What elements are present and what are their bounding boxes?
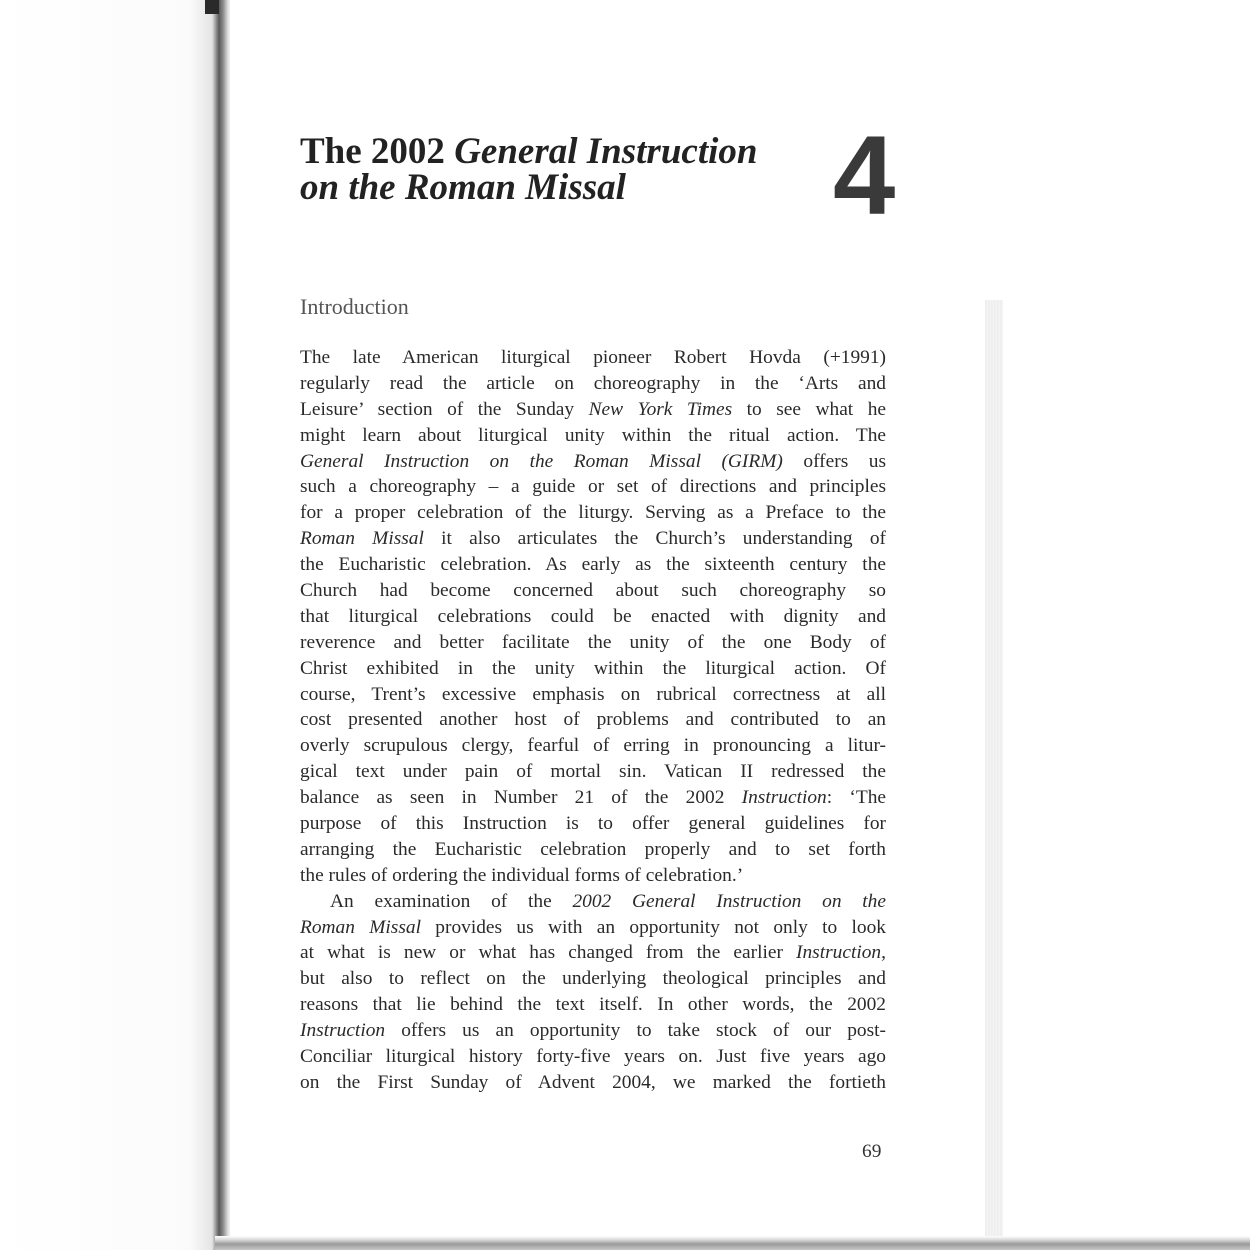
text-line	[300, 940, 886, 966]
text-run: Christ exhibited in the unity within the liturgical action. Of	[300, 657, 886, 679]
text-line	[300, 759, 886, 785]
text-run: balance as seen in Number 21 of the 2002	[300, 787, 742, 809]
text-run: reverence and better facilitate the unity of the one Body of	[300, 631, 886, 653]
text-line	[300, 345, 886, 371]
text-line	[300, 423, 886, 449]
chapter-title-text: The 2002	[300, 131, 455, 172]
italic-text: Roman Missal	[300, 916, 421, 938]
text-line	[300, 966, 886, 992]
text-run: Conciliar liturgical history forty-five years on. Just five years ago	[300, 1046, 886, 1068]
text-line	[300, 889, 886, 915]
text-run: that liturgical celebrations could be enacted with dignity and	[300, 605, 886, 627]
text-line	[300, 707, 886, 733]
text-run: for a proper celebration of the liturgy. Serving as a Preface to the	[300, 502, 886, 524]
text-run: reasons that lie behind the text itself. In other words, the 2002	[300, 994, 886, 1016]
chapter-number: 4	[833, 113, 896, 238]
text-run: cost presented another host of problems and contributed to an	[300, 709, 886, 731]
text-run: might learn about liturgical unity within the ritual action. The	[300, 424, 886, 446]
page-number: 69	[862, 1141, 882, 1162]
italic-text: General Instruction on the Roman Missal (GIRM)	[300, 450, 783, 472]
text-line	[300, 1044, 886, 1070]
text-run: overly scrupulous clergy, fearful of erring in pronouncing a litur-	[300, 735, 886, 757]
text-line	[300, 811, 886, 837]
text-run: Leisure’ section of the Sunday	[300, 398, 589, 420]
text-line	[300, 397, 886, 423]
italic-text: Roman Missal	[300, 528, 424, 550]
chapter-title-line	[300, 167, 800, 208]
text-line	[300, 371, 886, 397]
text-run: regularly read the article on choreography in the ‘Arts and	[300, 372, 886, 394]
text-line	[300, 682, 886, 708]
page-edge-shadow	[985, 300, 1003, 1240]
text-line	[300, 552, 886, 578]
text-line	[300, 863, 886, 889]
italic-text: Instruction	[796, 942, 882, 964]
text-run: at what is new or what has changed from the earlier	[300, 942, 797, 964]
text-line	[300, 604, 886, 630]
paragraph	[300, 345, 886, 889]
chapter-title-text: General Instruction	[454, 131, 758, 172]
text-run: The late American liturgical pioneer Robert Hovda (+1991)	[300, 347, 886, 368]
text-run: but also to reflect on the underlying theological principles and	[300, 968, 886, 990]
text-line	[300, 1070, 886, 1096]
chapter-title-line	[300, 131, 800, 172]
text-line	[300, 526, 886, 552]
text-run: such a choreography – a guide or set of directions and principles	[300, 476, 886, 498]
text-line	[300, 474, 886, 500]
text-line	[300, 578, 886, 604]
text-run: course, Trent’s excessive emphasis on rubrical correctness at all	[300, 683, 886, 705]
italic-text: 2002 General Instruction on the	[572, 890, 886, 912]
text-run: on the First Sunday of Advent 2004, we marked the fortieth	[300, 1071, 886, 1093]
text-run: purpose of this Instruction is to offer general guidelines for	[300, 813, 886, 835]
italic-text: Instruction	[300, 1020, 386, 1042]
paragraph	[300, 889, 886, 1096]
italic-text: New York Times	[588, 398, 733, 420]
text-line	[300, 630, 886, 656]
text-line	[300, 1018, 886, 1044]
text-run: the Eucharistic celebration. As early as the sixteenth century the	[300, 554, 886, 576]
text-run: arranging the Eucharistic celebration properly and to set forth	[300, 838, 886, 860]
text-line	[300, 837, 886, 863]
text-run: to see what he	[732, 398, 886, 420]
text-line	[300, 733, 886, 759]
text-line	[300, 500, 886, 526]
text-run: it also articulates the Church’s understanding of	[423, 528, 887, 550]
text-run: An examination of the	[330, 890, 573, 912]
text-run: ,	[881, 942, 886, 964]
text-run: offers us	[782, 450, 887, 472]
text-run: the rules of ordering the individual forms of celebration.’	[300, 864, 744, 886]
italic-text: Instruction	[741, 787, 827, 809]
text-line	[300, 915, 886, 941]
text-run: Church had become concerned about such choreography so	[300, 580, 886, 602]
text-run: : ‘The	[826, 787, 887, 809]
chapter-title-text: on the Roman Missal	[300, 167, 626, 208]
text-line	[300, 992, 886, 1018]
section-heading: Introduction	[300, 294, 409, 319]
page-bottom-edge	[215, 1236, 1250, 1250]
text-run: gical text under pain of mortal sin. Vatican II redressed the	[300, 761, 886, 783]
text-run: offers us an opportunity to take stock of our post-	[385, 1020, 886, 1042]
body-text	[300, 345, 886, 1096]
text-line	[300, 656, 886, 682]
chapter-title	[300, 131, 800, 208]
text-line	[300, 449, 886, 475]
text-run: provides us with an opportunity not only to look	[420, 916, 887, 938]
gutter-mark	[205, 0, 219, 14]
book-gutter	[0, 0, 230, 1250]
text-line	[300, 785, 886, 811]
